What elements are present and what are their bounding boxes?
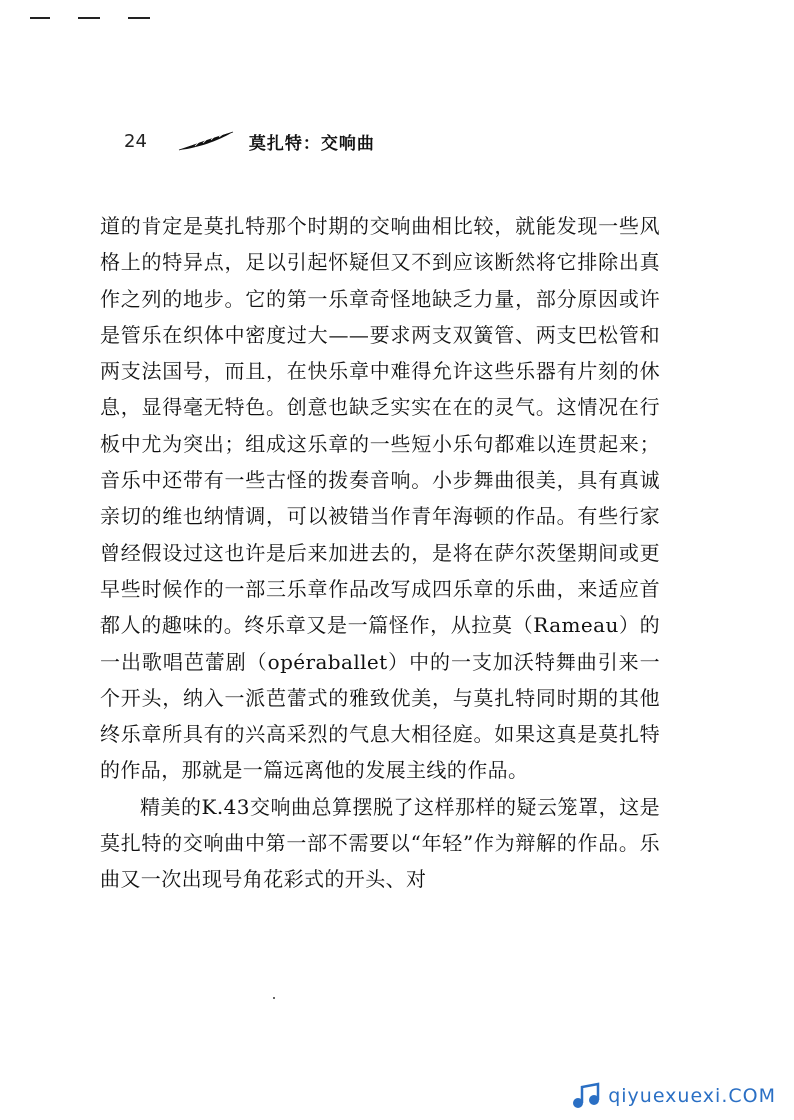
top-scan-marks bbox=[30, 0, 190, 30]
body-text bbox=[100, 208, 660, 898]
quill-pen-icon bbox=[177, 130, 235, 152]
paragraph: 精美的K.43交响曲总算摆脱了这样那样的疑云笼罩，这是莫扎特的交响曲中第一部不需要以“年轻”作为辩解的作品。乐曲又一次出现号角花彩式的开头、对 bbox=[100, 794, 660, 892]
paragraph: 道的肯定是莫扎特那个时期的交响曲相比较，就能发现一些风格上的特异点，足以引起怀疑但又不到应该断然将它排除出真作之列的地步。它的第一乐章奇怪地缺乏力量，部分原因或许是管乐在织体中密度过大——要求两支双簧管、两支巴松管和两支法国号，而且，在快乐章中难得允许这些乐器有片刻的休息，显得毫无特色。创意也缺乏实实在在的灵气。这情况在行板中尤为突出；组成这乐章的一些短小乐句都难以连贯起来；音乐中还带有一些古怪的拨奏音响。小步舞曲很美，具有真诚亲切的维也纳情调，可以被错当作青年海顿的作品。有些行家曾经假设过这也许是后来加进去的，是将在萨尔茨堡期间或更早些时候作的一部三乐章作品改写成四乐章的乐曲，来适应首都人的趣味的。终乐章又是一篇怪作，从拉莫（Rameau）的一出歌唱芭蕾剧（opéraballet）中的一支加沃特舞曲引来一个开头，纳入一派芭蕾式的雅致优美，与莫扎特同时期的其他终乐章所具有的兴高采烈的气息大相径庭。如果这真是莫扎特的作品，那就是一篇远离他的发展主线的作品。 bbox=[100, 214, 660, 783]
scan-dash bbox=[128, 17, 150, 19]
page-header bbox=[124, 124, 375, 158]
running-title: 莫扎特：交响曲 bbox=[248, 133, 375, 154]
scan-speck bbox=[273, 997, 275, 999]
watermark-text: qiyuexuexi.COM bbox=[608, 1085, 776, 1107]
scan-dash bbox=[78, 17, 100, 19]
page-number: 24 bbox=[124, 130, 147, 152]
site-watermark bbox=[568, 1082, 776, 1110]
music-note-logo-icon bbox=[568, 1082, 604, 1110]
scan-dash bbox=[30, 17, 50, 19]
